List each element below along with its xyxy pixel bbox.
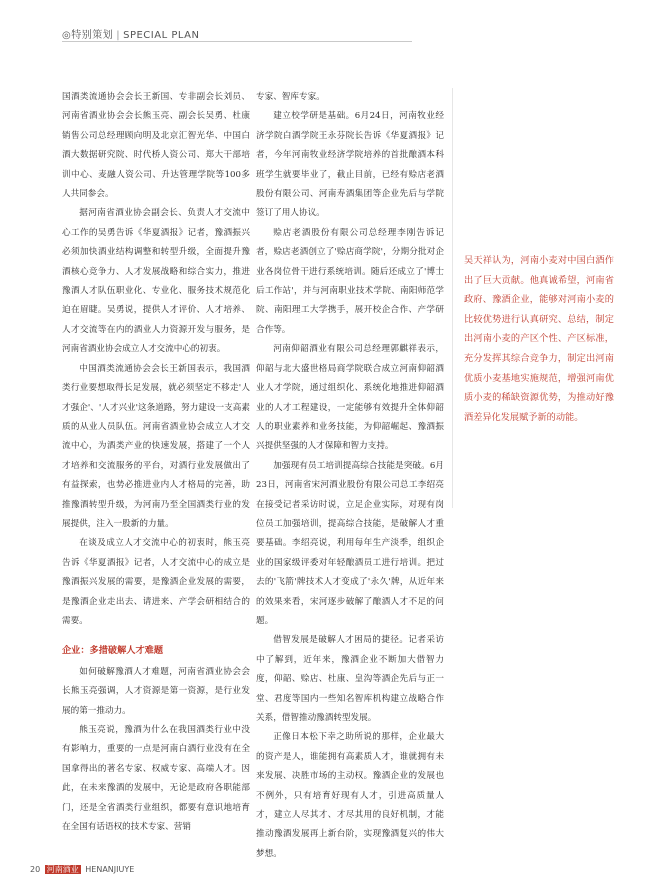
section-title-cn: ◎特别策划 — [62, 30, 114, 41]
section-title-en: SPECIAL PLAN — [123, 30, 200, 41]
paragraph: 正像日本松下幸之助所说的那样，企业最大的资产是人，谁能拥有高素质人才，谁就拥有未来发展、决胜市场的主动权。豫酒企业的发展也不例外，只有培育好现有人才，引进高质量人才，建立人尽其才、才尽其用的良好机制，才能推动豫酒发展再上新台阶，实现豫酒复兴的伟大梦想。 — [256, 732, 444, 859]
page-footer — [30, 864, 134, 875]
column-divider — [452, 88, 453, 508]
paragraph: 建立校学研是基础。6月24日，河南牧业经济学院白酒学院王永芬院长告诉《华夏酒报》记者，今年河南牧业经济学院培养的首批酿酒本科班学生就要毕业了，截止目前，已经有赊店老酒股份有限公司、河南寿酒集团等企业先后与学院签订了用人协议。 — [256, 111, 444, 219]
paragraph: 如何破解豫酒人才难题，河南省酒业协会会长熊玉亮强调，人才资源是第一资源，是行业发展的第一推动力。 — [62, 666, 250, 716]
magazine-name-en: HENANJIUYE — [85, 865, 135, 874]
header-rule — [62, 41, 412, 42]
header-separator: | — [116, 30, 121, 41]
section-subheading: 企业：多措破解人才难题 — [62, 645, 164, 657]
page-number: 20 — [30, 865, 41, 874]
paragraph: 河南仰韶酒业有限公司总经理郭麒祥表示，仰韶与北大盛世格局商学院联合成立河南仰韶酒业人才学院，通过组织化、系统化地推进仰韶酒业的人才工程建设，一定能够有效提升全体仰韶人的职业素养和业务技能，为仰韶崛起、豫酒振兴提供坚强的人才保障和智力支持。 — [256, 344, 444, 452]
paragraph: 熊玉亮说，豫酒为什么在我国酒类行业中没有影响力，重要的一点是河南白酒行业没有在全国拿得出的著名专家、权威专家、高端人才。因此，在未来豫酒的发展中，无论是政府各职能部门，还是全省酒类行业组织，都要有意识地培育在全国有话语权的技术专家、营销 — [62, 725, 250, 833]
pull-quote: 吴天祥认为，河南小麦对中国白酒作出了巨大贡献。他真诚希望，河南省政府、豫酒企业，能够对河南小麦的比较优势进行认真研究、总结，制定出河南小麦的产区个性、产区标准，充分发挥其综合竞争力，制定出河南优质小麦基地实施规范，增强河南优质小麦的稀缺资源优势，为推动好豫酒差异化发展赋予新的动能。 — [464, 255, 614, 423]
paragraph: 中国酒类流通协会会长王新国表示，我国酒类行业要想取得长足发展，就必须坚定不移走'人才强企'、'人才兴业'这条道路，努力建设一支高素质的从业人员队伍。河南省酒业协会成立人才交流中心，为酒类产业的快速发展，搭建了一个人才培养和交流服务的平台，对酒行业发展做出了有益探索，也势必推进业内人才格局的完善，助推豫酒转型升级，为河南乃至全国酒类行业的发展提供，注入一股新的力量。 — [62, 363, 250, 529]
paragraph: 在谈及成立人才交流中心的初衷时，熊玉亮告诉《华夏酒报》记者，人才交流中心的成立是豫酒振兴发展的需要，是豫酒企业发展的需要，是豫酒企业走出去、请进来、产学会研相结合的需要。 — [62, 538, 250, 626]
paragraph: 赊店老酒股份有限公司总经理李刚告诉记者，赊店老酒创立了'赊店商学院'，分期分批对企业各岗位骨干进行系统培训。随后还成立了'博士后工作站'，并与河南职业技术学院、南阳师范学院、南阳理工大学携手，展开校企合作、产学研合作等。 — [256, 227, 444, 335]
paragraph: 国酒类流通协会会长王新国、专非副会长刘员、河南省酒业协会会长熊玉亮、副会长吴勇、杜康销售公司总经理顾向明及北京汇智光华、中国白酒大数据研究院、时代桥人资公司、郑大干部培训中心、麦融人资公司、升达管理学院等100多人共同参会。 — [62, 92, 250, 200]
magazine-name-cn: 河南酒业 — [46, 865, 79, 874]
paragraph: 据河南省酒业协会副会长、负责人才交流中心工作的吴勇告诉《华夏酒报》记者，豫酒振兴必须加快酒业结构调整和转型升级，全面提升豫酒核心竞争力、人才发展战略和综合实力，推进豫酒人才队伍职业化、专业化、服务技术规范化迫在眉睫。吴勇说，提供人才评价、人才培养、人才交流等在内的酒业人力资源开发与服务，是河南省酒业协会成立人才交流中心的初衷。 — [62, 208, 250, 355]
paragraph: 加强现有员工培训提高综合技能是突破。6月23日，河南省宋河酒业股份有限公司总工李绍亮在接受记者采访时说，立足企业实际，对现有岗位员工加强培训，提高综合技能，是破解人才重要基础。李绍亮说，利用每年生产淡季，组织企业的国家级评委对年轻酿酒员工进行培训。把过去的'飞箭'牌技术人才变成了'永久'牌，从近年来的效果来看，宋河逐步破解了酿酒人才不足的问题。 — [256, 460, 444, 626]
article-column-middle — [256, 88, 444, 864]
paragraph: 专家、智库专家。 — [256, 92, 325, 102]
article-column-left — [62, 88, 250, 837]
paragraph: 借智发展是破解人才困局的捷径。记者采访中了解到，近年来，豫酒企业不断加大借智力度，仰韶、赊店、杜康、皇沟等酒企先后与正一堂、君度等国内一些知名智库机构建立战略合作关系，借智推动豫酒转型发展。 — [256, 635, 444, 723]
section-header — [62, 26, 199, 41]
